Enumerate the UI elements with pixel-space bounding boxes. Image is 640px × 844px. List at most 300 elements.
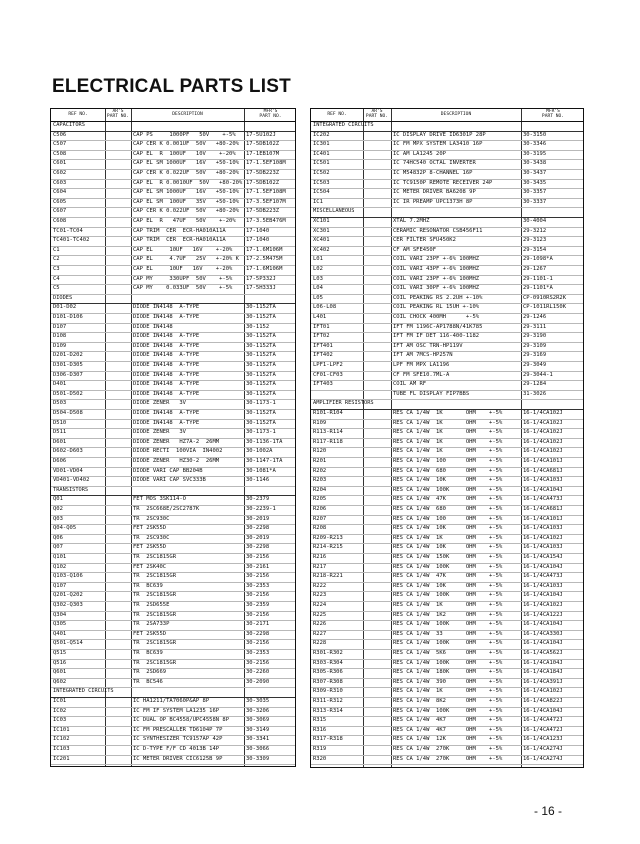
ref-no: IC301 [313, 141, 330, 148]
mfr-part-no: 30-1081*A [246, 467, 276, 474]
ref-no: XC101 [313, 218, 330, 224]
mfr-part-no: 30-1152TA [246, 304, 276, 311]
ref-no: C4 [53, 275, 60, 282]
ref-no: R223 [313, 592, 327, 599]
ref-no: Q302-Q303 [53, 602, 83, 608]
description: CAP EL 10UF 16V +-20% [133, 266, 233, 272]
ref-no: R204 [313, 486, 327, 493]
description: RES CA 1/4W 100K OHM +-5% [393, 486, 503, 493]
mfr-part-no: 30-2379 [246, 496, 270, 503]
description: CAP EL R 0.0010UF 50V +80-20% [133, 179, 243, 186]
ref-no: D401 [53, 381, 67, 388]
description: RES CA 1/4W 4K7 OHM +-5% [393, 717, 503, 724]
ref-no: D602-D603 [53, 448, 83, 455]
ref-no: D301-D305 [53, 362, 83, 368]
mfr-part-no: 30-1152TA [246, 314, 276, 320]
ref-no: C604 [53, 189, 67, 196]
description: RES CA 1/4W 1K2 OHM +-5% [393, 611, 503, 618]
mfr-part-no: 16-1/4CA102J [523, 448, 563, 455]
description: CAP EL R 47UF 50V +-20% [133, 218, 236, 224]
mfr-part-no: 29-3169 [523, 352, 547, 359]
mfr-part-no: 30-1152TA [246, 410, 276, 416]
description: CAP EL R 100UF 10V +-20% [133, 150, 236, 157]
mfr-part-no: 29-3190 [523, 333, 547, 340]
description: FET 2SK40C [133, 563, 167, 570]
mfr-part-no: 30-1152TA [246, 371, 276, 378]
ref-no: IFT403 [313, 381, 333, 388]
ref-no: Q04-Q05 [53, 525, 77, 532]
mfr-part-no: 16-1/4CA104J [523, 592, 563, 599]
description: TR 2SC1815GR [133, 554, 177, 560]
ref-no: VD401-VD402 [53, 477, 90, 484]
table-row [51, 755, 295, 766]
ref-no: C601 [53, 160, 67, 167]
description: LPF FM MPX LA1196 [393, 362, 450, 368]
description: IC AM LA1245 20P [393, 150, 446, 157]
description: RES CA 1/4W 1K OHM +-5% [393, 688, 503, 695]
ref-no: R203 [313, 477, 327, 484]
mfr-part-no: 17-5H333J [246, 285, 276, 292]
description: IC HA1211/TA7060P&AP 8P [133, 698, 210, 704]
description: TR 2SD669 [133, 669, 167, 676]
description: DIODE RECTI 100VIA IN4002 [133, 448, 223, 455]
description: CERAMIC RESONATOR CSB456F11 [393, 227, 483, 234]
description: RES CA 1/4W 100K OHM +-5% [393, 621, 503, 628]
mfr-part-no: 29-3111 [523, 323, 547, 330]
ref-no: C608 [53, 218, 67, 224]
ref-no: Q304 [53, 611, 67, 618]
description: DIODE VARI CAP BB204B [133, 467, 203, 474]
description: CAP MY 0.033UF 50V +-5% [133, 285, 233, 292]
ref-no: R117-R118 [313, 438, 343, 445]
description: RES CA 1/4W 680 OHM +-5% [393, 506, 503, 512]
ref-no: D101-D106 [53, 314, 83, 320]
mfr-part-no: 30-3149 [246, 726, 270, 733]
mfr-part-no: 16-1/4CA330J [523, 630, 563, 637]
description: COIL CHOCK 400MH +-5% [393, 314, 480, 320]
ref-no: R120 [313, 448, 327, 455]
section-title: AMPLIFIER RESISTORS [313, 400, 374, 407]
ref-no: R227 [313, 630, 327, 637]
description: RES CA 1/4W 4K7 OHM +-5% [393, 726, 503, 733]
description: TR 2SC1815GR [133, 659, 177, 666]
description: RES CA 1/4W 1K OHM +-5% [393, 448, 503, 455]
ref-no: IFT402 [313, 352, 333, 359]
mfr-part-no: 30-2156 [246, 554, 270, 560]
ref-no: R214-R215 [313, 544, 343, 551]
description: RES CA 1/4W 8K2 OHM +-5% [393, 698, 503, 704]
ref-no: CF01-CF03 [313, 371, 343, 378]
description: TR BC546 [133, 678, 163, 685]
mfr-part-no: 29-1101-1 [523, 275, 553, 282]
description: IC IR PREAMP UPC1373H 8P [393, 198, 473, 205]
ref-no: IC1 [313, 198, 323, 205]
mfr-part-no: 17-1EB107M [246, 150, 280, 157]
mfr-part-no: 30-3195 [523, 150, 547, 157]
mfr-part-no: CP-0910RS2R2K [523, 294, 567, 301]
mfr-part-no: 16-1/4CA822J [523, 698, 563, 704]
ref-no: R303-R304 [313, 659, 343, 666]
ref-no: R225 [313, 611, 327, 618]
mfr-part-no: 30-2359 [246, 602, 270, 608]
description: RES CA 1/4W 100K OHM +-5% [393, 707, 503, 714]
ref-no: R305-R306 [313, 669, 343, 676]
section-title: CAPACITORS [53, 122, 85, 128]
mfr-part-no: 30-3066 [246, 746, 270, 752]
mfr-part-no: 16-1/4CA123J [523, 736, 563, 743]
description: DIODE IN4148 A-TYPE [133, 410, 200, 416]
mfr-part-no: 30-2090 [246, 678, 270, 685]
ref-no: IC201 [53, 755, 70, 762]
description: DIODE IN4148 A-TYPE [133, 390, 200, 397]
mfr-part-no: 16-1/4CA102J [523, 438, 563, 445]
description: CAP EL 4.7UF 25V +-20% K [133, 256, 239, 263]
mfr-part-no: 30-2156 [246, 573, 270, 580]
ref-no: L03 [313, 275, 323, 282]
description: IFT FM IF DET 116-400-1182 [393, 333, 480, 340]
ref-no: R222 [313, 582, 327, 589]
ref-no: Q02 [53, 506, 63, 512]
ref-no: R319 [313, 746, 327, 752]
description: CF AM SFE450F [393, 246, 437, 253]
mfr-part-no: 16-1/4CA274J [523, 755, 563, 762]
mfr-part-no: 30-2239-1 [246, 506, 276, 512]
description: CAP EL SM 1000UF 16V +50-10% [133, 189, 239, 196]
ref-no: R301-R302 [313, 650, 343, 656]
ref-no: TC01-TC04 [53, 227, 83, 234]
ref-no: R224 [313, 602, 327, 608]
mfr-part-no: 16-1/4CA102J [523, 688, 563, 695]
description: TR 2SC930C [133, 534, 170, 541]
parts-table-left [50, 108, 296, 767]
ref-no: VD01-VD04 [53, 467, 83, 474]
ref-no: IC01 [53, 698, 67, 704]
mfr-part-no: 30-2260 [246, 669, 270, 676]
description: DIODE IN4148 A-TYPE [133, 304, 200, 311]
description: CAP TRIM CER ECR-HA010A11A [133, 237, 226, 244]
description: IC 74HC540 OCTAL INVERTER [393, 160, 476, 167]
description: TUBE FL DISPLAY FIP7BBS [393, 390, 470, 397]
description: IC FM PRESCALLER TD6104P 7P [133, 726, 223, 733]
ref-no: D107 [53, 323, 67, 330]
ref-no: Q516 [53, 659, 67, 666]
mfr-part-no: 17-1.5EF108M [246, 189, 286, 196]
section-title: INTEGRATED CIRCUITS [53, 688, 114, 695]
description: TR BC639 [133, 650, 163, 656]
description: DIODE ZENER HZ7A-2 26MM [133, 438, 220, 445]
mfr-part-no: 30-3437 [523, 170, 547, 176]
description: CAP CER K 0.022UF 50V +80-20% [133, 170, 239, 176]
description: FET 2SK55D [133, 544, 167, 551]
ref-no: IC501 [313, 160, 330, 167]
ref-no: Q03 [53, 515, 63, 522]
mfr-part-no: 30-3341 [246, 736, 270, 743]
description: COIL VARI 23PF +-6% 100MHZ [393, 256, 480, 263]
description: CAP EL SM 1000UF 16V +50-10% [133, 160, 239, 167]
description: IFT AM OSC TRN-HP119V [393, 342, 463, 349]
description: CAP EL 10UF 16V +-20% [133, 246, 233, 253]
mfr-part-no: 16-1/4CA104J [523, 621, 563, 628]
mfr-part-no: 17-1.5EF108M [246, 160, 286, 167]
mfr-part-no: 30-2156 [246, 640, 270, 647]
mfr-part-no: 30-2156 [246, 592, 270, 599]
section-title: MISCELLANEOUS [313, 208, 355, 215]
ref-no: R205 [313, 496, 327, 503]
mfr-part-no: 16-1/4CA681J [523, 467, 563, 474]
mfr-part-no: 16-1/4CA391J [523, 678, 563, 685]
mfr-part-no: 16-1/4CA102J [523, 429, 563, 436]
mfr-part-no: 30-2353 [246, 650, 270, 656]
mfr-part-no: 30-1002A [246, 448, 273, 455]
ref-no: R207 [313, 515, 327, 522]
description: RES CA 1/4W 270K OHM +-5% [393, 746, 503, 752]
mfr-part-no: 16-1/4CA184J [523, 669, 563, 676]
ref-no: R209-R213 [313, 534, 343, 541]
ref-no: Q107 [53, 582, 67, 589]
ref-no: XC402 [313, 246, 330, 253]
ref-no: IFT01 [313, 323, 330, 330]
mfr-part-no: 30-1152TA [246, 362, 276, 368]
ref-no: D606 [53, 458, 67, 464]
description: FET MOS 3SK114-O [133, 496, 186, 503]
ref-no: R311-R312 [313, 698, 343, 704]
ref-no: C508 [53, 150, 67, 157]
mfr-part-no: 30-2298 [246, 630, 270, 637]
mfr-part-no: 16-1/4CA101J [523, 458, 563, 464]
ref-no: C506 [53, 131, 67, 138]
header-ref: REF NO. [327, 111, 347, 117]
mfr-part-no: 16-1/4CA104J [523, 707, 563, 714]
ref-no: L401 [313, 314, 327, 320]
ref-no: Q103-Q106 [53, 573, 83, 580]
ref-no: D109 [53, 342, 67, 349]
header-ref: REF NO. [68, 111, 88, 117]
mfr-part-no: 16-1/4CA102J [523, 534, 563, 541]
mfr-part-no: 30-3357 [523, 189, 547, 196]
mfr-part-no: 30-3435 [523, 179, 547, 186]
description: RES CA 1/4W 10K OHM +-5% [393, 477, 503, 484]
mfr-part-no: 30-3150 [523, 131, 547, 138]
description: RES CA 1/4W 47K OHM +-5% [393, 573, 503, 580]
mfr-part-no: 29-1284 [523, 381, 547, 388]
mfr-part-no: 30-2019 [246, 515, 270, 522]
ref-no: Q07 [53, 544, 63, 551]
mfr-part-no: 17-2.5M475M [246, 256, 283, 263]
description: COIL VARI 30PF +-6% 100MHZ [393, 285, 480, 292]
description: RES CA 1/4W 100K OHM +-5% [393, 640, 503, 647]
description: CAP MY 330UPF 50V +-5% [133, 275, 233, 282]
ref-no: Q501-Q514 [53, 640, 83, 647]
ref-no: IC03 [53, 717, 67, 724]
description: RES CA 1/4W 100K OHM +-5% [393, 563, 503, 570]
mfr-part-no: 30-3035 [246, 698, 270, 704]
ref-no: R101-R104 [313, 410, 343, 416]
ref-no: Q601 [53, 669, 67, 676]
description: COIL VARI 23PF +-6% 100MHZ [393, 275, 480, 282]
table-body [311, 121, 583, 767]
description: RES CA 1/4W 10K OHM +-5% [393, 544, 503, 551]
ref-no: C607 [53, 208, 67, 215]
ref-no: D511 [53, 429, 67, 436]
description: TR 2SA733P [133, 621, 170, 628]
mfr-part-no: 16-1/4CA103J [523, 525, 563, 532]
mfr-part-no: 30-3337 [523, 198, 547, 205]
ref-no: C605 [53, 198, 67, 205]
mfr-part-no: 16-1/4CA473J [523, 573, 563, 580]
description: XTAL 7.2MHZ [393, 218, 430, 224]
ref-no: L05 [313, 294, 323, 301]
ref-no: R307-R308 [313, 678, 343, 685]
ref-no: D108 [53, 333, 67, 340]
ref-no: C507 [53, 141, 67, 148]
mfr-part-no: 17-5DB223Z [246, 208, 280, 215]
ref-no: C603 [53, 179, 67, 186]
ref-no: R228 [313, 640, 327, 647]
mfr-part-no: 29-1098*A [523, 256, 553, 263]
description: FET 2SK55D [133, 525, 167, 532]
description: RES CA 1/4W 680 OHM +-5% [393, 467, 503, 474]
ref-no: Q102 [53, 563, 67, 570]
description: RES CA 1/4W 33 OHM +-5% [393, 630, 503, 637]
description: RES CA 1/4W 1K OHM +-5% [393, 419, 503, 426]
description: DIODE IN4148 A-TYPE [133, 381, 200, 388]
ref-no: D503 [53, 400, 67, 407]
mfr-part-no: 30-2156 [246, 659, 270, 666]
description: RES CA 1/4W 1K OHM +-5% [393, 429, 503, 436]
mfr-part-no: 30-1173-1 [246, 400, 276, 407]
description: IC FM IF SYSTEM LA1235 16P [133, 707, 220, 714]
description: IC FM MPX SYSTEM LA3410 16P [393, 141, 483, 148]
mfr-part-no: 17-1040 [246, 237, 270, 244]
parts-table-right [310, 108, 584, 768]
description: DIODE IN4148 A-TYPE [133, 314, 200, 320]
description: COIL PEAKING RS 2.2UH +-10% [393, 294, 483, 301]
description: DIODE VARI CAP SVC333B [133, 477, 206, 484]
ref-no: D306-D307 [53, 371, 83, 378]
mfr-part-no: 17-1.6M106M [246, 246, 283, 253]
mfr-part-no: 30-1152TA [246, 352, 276, 359]
mfr-part-no: 16-1/4CA103J [523, 477, 563, 484]
ref-no: Q01 [53, 496, 63, 503]
ref-no: D201-D202 [53, 352, 83, 359]
mfr-part-no: 16-1/4CA102J [523, 602, 563, 608]
mfr-part-no: 17-3.5EB476M [246, 218, 286, 224]
ref-no: C5 [53, 285, 60, 292]
description: RES CA 1/4W 47K OHM +-5% [393, 496, 503, 503]
table-body [51, 121, 295, 766]
ref-no: XC301 [313, 227, 330, 234]
mfr-part-no: 30-3438 [523, 160, 547, 167]
mfr-part-no: 30-2156 [246, 611, 270, 618]
mfr-part-no: 30-4004 [523, 218, 547, 224]
mfr-part-no: 30-1136-1TA [246, 438, 283, 445]
ref-no: L01 [313, 256, 323, 263]
mfr-part-no: 17-1040 [246, 227, 270, 234]
ref-no: C3 [53, 266, 60, 272]
mfr-part-no: 16-1/4CA104J [523, 640, 563, 647]
description: TR 2SC930C [133, 515, 170, 522]
mfr-part-no: 30-1173-1 [246, 429, 276, 436]
ref-no: IC503 [313, 179, 330, 186]
ref-no: R206 [313, 506, 327, 512]
ref-no: D504-D508 [53, 410, 83, 416]
mfr-part-no: 16-1/4CA473J [523, 496, 563, 503]
description: RES CA 1/4W 100K OHM +-5% [393, 592, 503, 599]
description: RES CA 1/4W 12K OHM +-5% [393, 736, 503, 743]
ref-no: R208 [313, 525, 327, 532]
mfr-part-no: 29-1101*A [523, 285, 553, 292]
description: IC DISPLAY DRIVE ID6301P 28P [393, 131, 486, 138]
ref-no: IC101 [53, 726, 70, 733]
mfr-part-no: 29-1267 [523, 266, 547, 272]
mfr-part-no: 16-1/4CA472J [523, 726, 563, 733]
ref-no: R109 [313, 419, 327, 426]
description: RES CA 1/4W 270K OHM +-5% [393, 755, 503, 762]
ref-no: IC102 [53, 736, 70, 743]
description: IFT AM 7MCS-HP257N [393, 352, 453, 359]
mfr-part-no: 17-5U102J [246, 131, 276, 138]
mfr-part-no: 16-1/4CA104J [523, 659, 563, 666]
mfr-part-no: 16-1/4CA472J [523, 717, 563, 724]
description: TR 2SC1815GR [133, 592, 177, 599]
description: TR 2SD655E [133, 602, 170, 608]
description: CAP PS 1000PF 50V +-5% [133, 131, 236, 138]
description: CAP EL SM 100UF 35V +50-10% [133, 198, 239, 205]
description: RES CA 1/4W 100 OHM +-5% [393, 458, 503, 464]
description: DIODE IN4148 A-TYPE [133, 333, 200, 340]
description: DIODE IN4148 A-TYPE [133, 362, 200, 368]
ref-no: IC103 [53, 746, 70, 752]
mfr-part-no: 30-1152TA [246, 342, 276, 349]
mfr-part-no: 16-1/4CA102J [523, 410, 563, 416]
mfr-part-no: 16-1/4CA681J [523, 506, 563, 512]
ref-no: Q602 [53, 678, 67, 685]
mfr-part-no: 16-1/4CA104J [523, 486, 563, 493]
ref-no: R315 [313, 717, 327, 724]
mfr-part-no: 17-5P332J [246, 275, 276, 282]
description: CER FILTER SFU450K2 [393, 237, 456, 244]
description: RES CA 1/4W 180K OHM +-5% [393, 669, 503, 676]
ref-no: L06-L08 [313, 304, 337, 311]
description: DIODE IN4148 [133, 323, 173, 330]
description: FET 2SK55D [133, 630, 167, 637]
mfr-part-no: 17-5DB102Z [246, 141, 280, 148]
mfr-part-no: 29-3049 [523, 362, 547, 368]
description: IC D-TYPE F/F CD 4013B 14P [133, 746, 220, 752]
mfr-part-no: 29-3212 [523, 227, 547, 234]
ref-no: R113-R114 [313, 429, 343, 436]
table-row [311, 755, 583, 766]
mfr-part-no: 30-2019 [246, 534, 270, 541]
mfr-part-no: 16-1/4CA102J [523, 419, 563, 426]
ref-no: IFT02 [313, 333, 330, 340]
mfr-part-no: 30-2161 [246, 563, 270, 570]
ref-no: C1 [53, 246, 60, 253]
description: TR 2SC1815GR [133, 611, 177, 618]
header-ars: AR'S PART NO. [365, 109, 389, 119]
ref-no: LPF1-LPF2 [313, 362, 343, 368]
header-ars: AR'S PART NO. [106, 109, 130, 119]
mfr-part-no: 29-3109 [523, 342, 547, 349]
description: RES CA 1/4W 1K OHM +-5% [393, 534, 503, 541]
ref-no: Q515 [53, 650, 67, 656]
description: DIODE ZENER 3V [133, 400, 186, 407]
ref-no: R226 [313, 621, 327, 628]
description: RES CA 1/4W 1K OHM +-5% [393, 602, 503, 608]
ref-no: L02 [313, 266, 323, 272]
ref-no: IC401 [313, 150, 330, 157]
mfr-part-no: 16-1/4CA122J [523, 611, 563, 618]
